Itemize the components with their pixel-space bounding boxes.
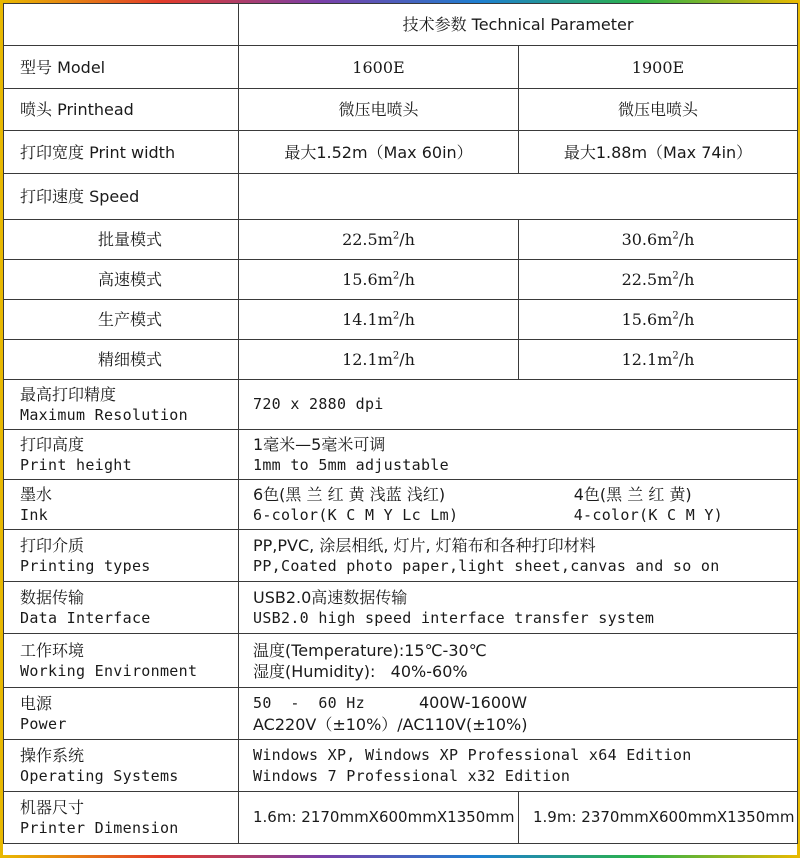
- os-line1: Windows XP, Windows XP Professional x64 Edition: [253, 745, 692, 764]
- ink-label-en: Ink: [20, 505, 48, 524]
- speed-unit: /h: [678, 270, 695, 289]
- print-width-a: 最大1.52m（Max 60in）: [239, 131, 519, 174]
- print-width-row: [4, 131, 798, 174]
- header-row: [4, 4, 798, 46]
- speed-b: 30.6m: [621, 230, 673, 249]
- interface-row: [4, 582, 798, 634]
- speed-a: 12.1m: [342, 350, 393, 369]
- ink-b2: 4-color(K C M Y): [573, 505, 724, 524]
- model-b: 1900E: [519, 46, 798, 89]
- speed-mode: 高速模式: [4, 260, 239, 300]
- height-line1: 1毫米—5毫米可调: [253, 434, 386, 454]
- speed-unit: /h: [399, 310, 415, 329]
- media-label-cn: 打印介质: [20, 535, 85, 555]
- media-label-en: Printing types: [20, 556, 151, 575]
- printhead-a: 微压电喷头: [239, 89, 519, 131]
- speed-row: 生产模式 $14.1m^2/h$ $15.6m^2/h$: [4, 300, 798, 340]
- environment-row: [4, 634, 798, 688]
- media-row: [4, 530, 798, 582]
- speed-row: 批量模式 $22.5m^2/h$ $30.6m^2/h$: [4, 220, 798, 260]
- resolution-label-en: Maximum Resolution: [20, 405, 188, 424]
- speed-b: 22.5m: [621, 270, 673, 289]
- model-label: 型号 Model: [4, 46, 239, 89]
- header-empty-cell: [4, 4, 239, 46]
- speed-a: 15.6m: [342, 270, 393, 289]
- speed-unit: /h: [678, 310, 695, 329]
- environment-label-cn: 工作环境: [20, 640, 85, 660]
- speed-row: 精细模式 $12.1m^2/h$ $12.1m^2/h$: [4, 340, 798, 380]
- model-row: [4, 46, 798, 89]
- printhead-b: 微压电喷头: [519, 89, 798, 131]
- power-label-cn: 电源: [20, 693, 53, 713]
- resolution-value: 720 x 2880 dpi: [239, 380, 798, 430]
- os-row: [4, 740, 798, 792]
- environment-label-en: Working Environment: [20, 661, 198, 680]
- interface-label-cn: 数据传输: [20, 587, 85, 607]
- os-label-en: Operating Systems: [20, 766, 179, 785]
- environment-line1: 温度(Temperature):15℃-30℃: [253, 640, 487, 660]
- media-line1: PP,PVC, 涂层相纸, 灯片, 灯箱布和各种打印材料: [253, 535, 596, 555]
- dimension-label-cn: 机器尺寸: [20, 797, 85, 817]
- power-label-en: Power: [20, 714, 67, 733]
- interface-line2: USB2.0 high speed interface transfer system: [253, 608, 655, 627]
- printhead-row: [4, 89, 798, 131]
- height-row: [4, 430, 798, 480]
- ink-label-cn: 墨水: [20, 484, 53, 504]
- height-label-cn: 打印高度: [20, 434, 85, 454]
- speed-unit: /h: [678, 230, 695, 249]
- dimension-label-en: Printer Dimension: [20, 818, 179, 837]
- interface-line1: USB2.0高速数据传输: [253, 587, 408, 607]
- speed-b: 15.6m: [621, 310, 673, 329]
- speed-header-row: [4, 174, 798, 220]
- speed-header-empty: [239, 174, 798, 220]
- printhead-label: 喷头 Printhead: [4, 89, 239, 131]
- speed-b: 12.1m: [621, 350, 673, 369]
- ink-row: [4, 480, 798, 530]
- dimension-row: [4, 792, 798, 844]
- table-title: 技术参数 Technical Parameter: [239, 4, 798, 46]
- ink-b1: 4色(黑 兰 红 黄): [573, 484, 692, 504]
- power-row: [4, 688, 798, 740]
- speed-mode: 批量模式: [4, 220, 239, 260]
- resolution-row: [4, 380, 798, 430]
- interface-label-en: Data Interface: [20, 608, 151, 627]
- media-line2: PP,Coated photo paper,light sheet,canvas and so on: [253, 556, 720, 575]
- height-label-en: Print height: [20, 455, 132, 474]
- spec-table: [3, 3, 798, 844]
- resolution-label-cn: 最高打印精度: [20, 384, 117, 404]
- environment-line2: 湿度(Humidity): 40%-60%: [253, 661, 468, 681]
- power-wattage: 400W-1600W: [419, 693, 528, 712]
- model-a: 1600E: [239, 46, 519, 89]
- ink-a2: 6-color(K C M Y Lc Lm): [253, 505, 459, 524]
- dimension-a: 1.6m: 2170mmX600mmX1350mm: [239, 792, 519, 844]
- speed-unit: /h: [399, 270, 415, 289]
- speed-mode: 生产模式: [4, 300, 239, 340]
- print-width-label: 打印宽度 Print width: [4, 131, 239, 174]
- speed-unit: /h: [399, 350, 415, 369]
- speed-a: 14.1m: [342, 310, 393, 329]
- ink-a1: 6色(黑 兰 红 黄 浅蓝 浅红): [253, 484, 446, 504]
- dimension-b: 1.9m: 2370mmX600mmX1350mm: [519, 792, 798, 844]
- os-label-cn: 操作系统: [20, 745, 85, 765]
- print-width-b: 最大1.88m（Max 74in）: [519, 131, 798, 174]
- speed-mode: 精细模式: [4, 340, 239, 380]
- height-line2: 1mm to 5mm adjustable: [253, 455, 449, 474]
- power-voltage: AC220V（±10%）/AC110V(±10%): [253, 715, 528, 734]
- os-line2: Windows 7 Professional x32 Edition: [253, 766, 571, 785]
- speed-unit: /h: [399, 230, 415, 249]
- speed-a: 22.5m: [342, 230, 393, 249]
- power-frequency: 50 - 60 Hz: [253, 694, 365, 712]
- speed-label: 打印速度 Speed: [4, 174, 239, 220]
- speed-row: 高速模式 $15.6m^2/h$ $22.5m^2/h$: [4, 260, 798, 300]
- speed-unit: /h: [678, 350, 695, 369]
